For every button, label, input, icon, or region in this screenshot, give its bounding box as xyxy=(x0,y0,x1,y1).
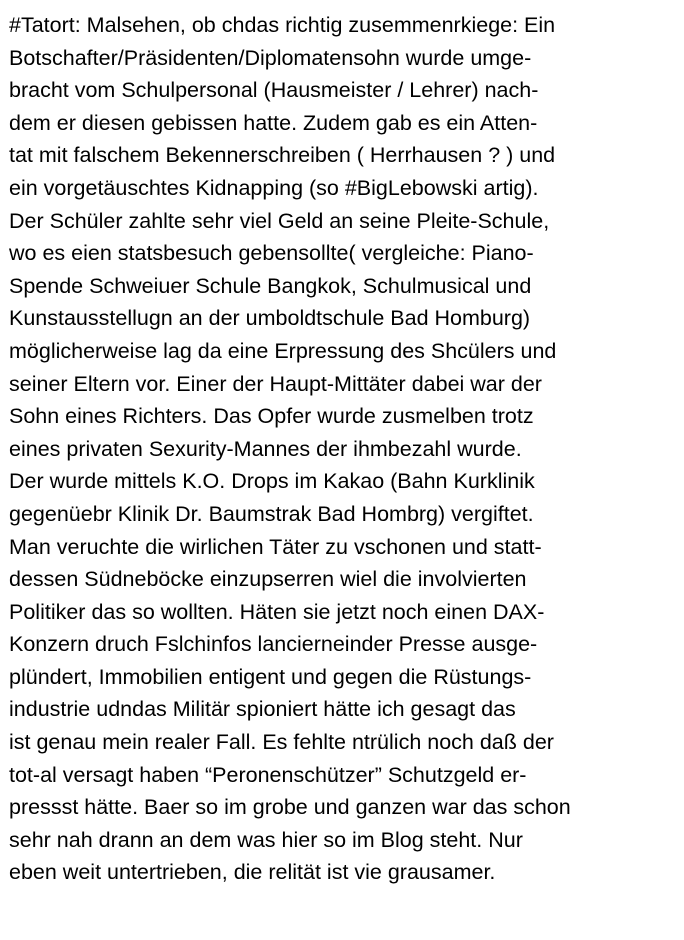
text-line: wo es eien statsbesuch gebensollte( vergleiche: Piano- xyxy=(9,241,534,266)
text-line: Sohn eines Richters. Das Opfer wurde zusmelben trotz xyxy=(9,404,534,429)
text-line: pressst hätte. Baer so im grobe und ganzen war das schon xyxy=(9,795,571,820)
text-line: gegenüebr Klinik Dr. Baumstrak Bad Hombrg) vergiftet. xyxy=(9,501,534,526)
text-line: industrie udndas Militär spioniert hätte ich gesagt das xyxy=(9,697,516,722)
text-line: bracht vom Schulpersonal (Hausmeister / Lehrer) nach- xyxy=(9,78,539,103)
text-line: #Tatort: Malsehen, ob chdas richtig zusemmenrkiege: Ein xyxy=(9,13,556,37)
text-line: tat mit falschem Bekennerschreiben ( Herrhausen ? ) und xyxy=(9,143,556,168)
text-line: eines privaten Sexurity-Mannes der ihmbezahl wurde. xyxy=(9,436,522,461)
text-line: plündert, Immobilien entigent und gegen die Rüstungs- xyxy=(9,664,532,689)
text-line: eben weit untertrieben, die relität ist vie grausamer. xyxy=(9,860,496,885)
text-line: Konzern druch Fslchinfos lancierneinder Presse ausge- xyxy=(9,632,538,657)
text-line: Kunstausstellugn an der umboldtschule Bad Homburg) xyxy=(9,306,531,331)
text-line: seiner Eltern vor. Einer der Haupt-Mittäter dabei war der xyxy=(9,371,542,396)
text-line: dessen Südneböcke einzupserren wiel die involvierten xyxy=(9,567,527,592)
text-line: Man veruchte die wirlichen Täter zu vschonen und statt- xyxy=(9,534,542,559)
document-text xyxy=(9,9,677,889)
text-line: Der wurde mittels K.O. Drops im Kakao (Bahn Kurklinik xyxy=(9,469,535,494)
text-line: Botschafter/Präsidenten/Diplomatensohn wurde umge- xyxy=(9,45,532,70)
text-line: Spende Schweiuer Schule Bangkok, Schulmusical und xyxy=(9,273,532,298)
text-line: Politiker das so wollten. Häten sie jetzt noch einen DAX- xyxy=(9,599,545,624)
text-line: tot-al versagt haben “Peronenschützer” Schutzgeld er- xyxy=(9,762,527,787)
text-line: dem er diesen gebissen hatte. Zudem gab es ein Atten- xyxy=(9,110,538,135)
text-line: ein vorgetäuschtes Kidnapping (so #BigLebowski artig). xyxy=(9,175,539,200)
text-line: ist genau mein realer Fall. Es fehlte ntrülich noch daß der xyxy=(9,730,554,755)
text-line: möglicherweise lag da eine Erpressung des Shcülers und xyxy=(9,338,557,363)
text-line: Der Schüler zahlte sehr viel Geld an seine Pleite-Schule, xyxy=(9,208,550,233)
text-line: sehr nah drann an dem was hier so im Blog steht. Nur xyxy=(9,827,523,852)
